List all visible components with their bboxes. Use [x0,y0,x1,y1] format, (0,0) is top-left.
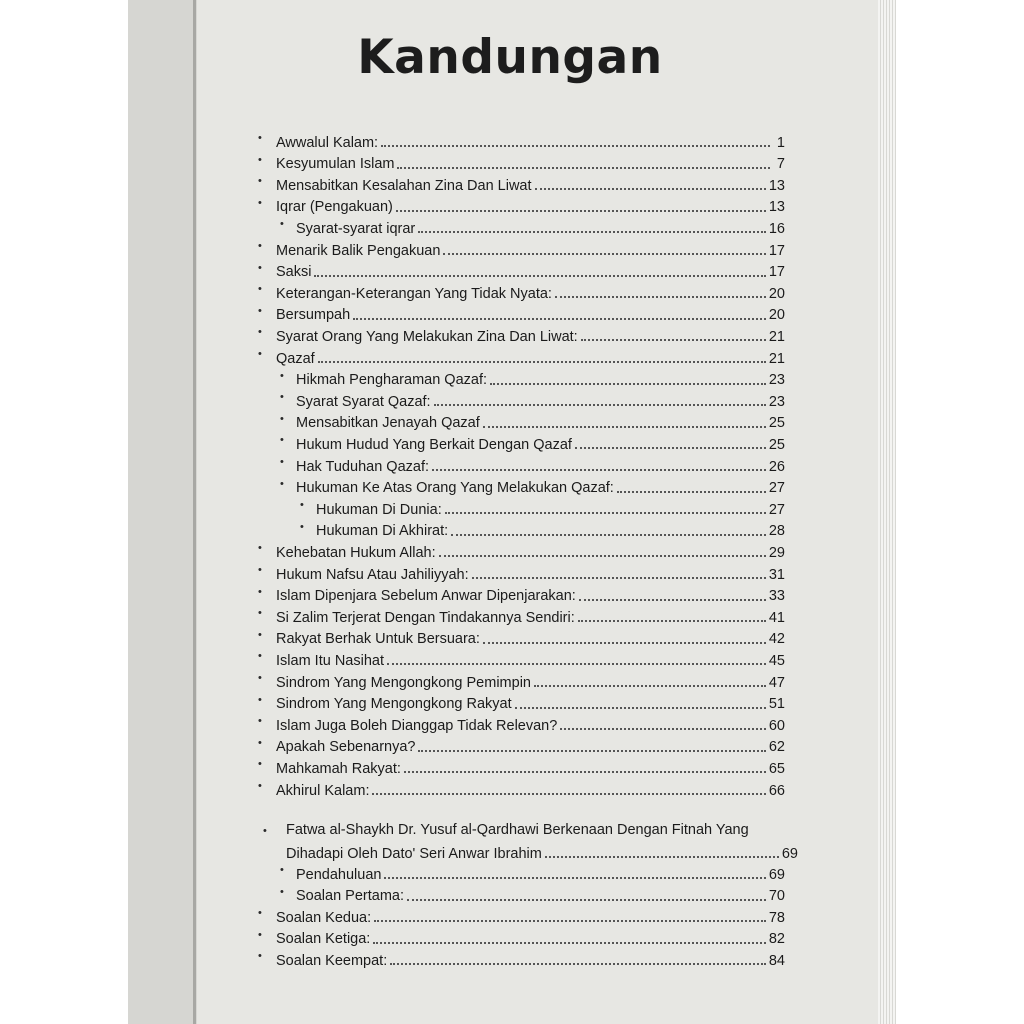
leader-dots [555,286,766,298]
leader-dots [373,932,766,944]
leader-dots [372,783,765,795]
toc-entry [276,690,785,712]
toc-entry [276,646,785,668]
toc-page-number: 20 [768,285,785,302]
toc-bullet: • [280,412,284,425]
leader-dots [578,610,766,622]
fatwa-line2-row [286,839,798,861]
leader-dots [545,846,779,858]
toc-entry-title: Hukum Nafsu Atau Jahiliyyah: [276,566,469,583]
toc-entry-title: Mahkamah Rakyat: [276,760,401,777]
toc-bullet: • [258,780,262,792]
toc-entry [276,754,785,776]
toc-page-number: 33 [768,588,785,605]
toc-entry-title: Kehebatan Hukum Allah: [276,544,436,561]
toc-page-number: 26 [768,458,785,475]
leader-dots [472,567,766,579]
toc-page-number: 13 [768,199,785,216]
toc-entry-title: Sindrom Yang Mengongkong Pemimpin [276,674,531,691]
toc-page-number: 82 [768,931,785,947]
toc-bullet: • [258,348,262,360]
toc-entry-title: Hukum Hudud Yang Berkait Dengan Qazaf [296,436,572,453]
leader-dots [404,761,766,773]
toc-entry [276,733,785,755]
toc-entry-title: Hukuman Di Dunia: [316,501,442,518]
toc-entry [296,214,785,236]
toc-bullet: • [300,499,304,512]
toc-page-number: 69 [768,866,785,883]
toc-entry-title: Islam Juga Boleh Dianggap Tidak Relevan? [276,717,558,734]
toc-page-number: 7 [776,156,785,173]
toc-entry-title: Iqrar (Pengakuan) [276,199,393,216]
toc-page-number: 13 [768,177,785,194]
toc-page-number: 21 [768,350,785,367]
toc-bullet: • [258,564,262,576]
toc-bullet: • [280,369,284,382]
toc-entry [276,538,785,560]
toc-page-number: 84 [768,952,785,969]
bullet-fatwa: • [263,825,267,837]
toc-page-number: 60 [768,717,785,734]
leader-dots [443,243,765,255]
toc-entry [296,474,785,496]
leader-dots [434,394,766,406]
leader-dots [318,351,766,363]
toc-page-number: 31 [768,566,785,583]
toc-bullet: • [258,261,262,274]
toc-page-number: 41 [768,609,785,626]
toc-bullet: • [258,672,262,684]
toc-entry [276,322,785,344]
toc-entry [316,517,785,539]
toc-bullet: • [280,391,284,404]
toc-entry-title: Qazaf [276,350,315,367]
toc-bullet: • [280,218,284,231]
leader-dots [515,697,766,709]
fatwa-page-number: 69 [781,845,798,862]
toc-entry [276,711,785,733]
toc-entry [276,171,785,193]
toc-page-number: 62 [768,739,785,756]
toc-entry-title: Keterangan-Keterangan Yang Tidak Nyata: [276,285,552,302]
toc-page-number: 23 [768,372,785,389]
toc-entry [276,128,785,150]
leader-dots [445,502,766,514]
leader-dots [384,867,765,879]
toc-entry-title: Syarat Syarat Qazaf: [296,393,431,410]
toc-entry [276,560,785,582]
toc-bullet: • [258,175,262,188]
toc-entry [276,925,785,947]
leader-dots [314,265,765,277]
toc-entry-title: Mensabitkan Jenayah Qazaf [296,415,480,432]
toc-entry-title: Hak Tuduhan Qazaf: [296,458,429,475]
toc-entry-title: Bersumpah [276,307,351,324]
toc-entry-title: Si Zalim Terjerat Dengan Tindakannya Sendiri: [276,609,575,626]
toc-bullet: • [258,585,262,598]
toc-entry [276,193,785,215]
toc-bullet: • [280,477,284,490]
toc-entry [276,301,785,323]
leader-dots [396,200,766,212]
toc-page-number: 51 [768,696,785,713]
leader-dots [581,329,766,341]
leader-dots [579,589,766,601]
toc-bullet: • [258,650,262,663]
toc-bullet: • [258,950,262,962]
toc-bullet: • [280,456,284,468]
toc-page-number: 42 [768,631,785,648]
toc-page-number: 27 [768,501,785,518]
toc-page-number: 20 [768,307,785,324]
toc-entry [296,430,785,452]
toc-entry [296,882,785,904]
toc-page-number: 25 [768,415,785,432]
toc-bullet: • [258,326,262,339]
toc-page-number: 1 [776,134,785,151]
leader-dots [381,135,770,147]
toc-page-number: 65 [768,760,785,777]
toc-entry [316,495,785,517]
fatwa-line2: Dihadapi Oleh Dato' Seri Anwar Ibrahim [286,845,542,862]
toc-page-number: 78 [768,909,785,926]
toc-entry-title: Hikmah Pengharaman Qazaf: [296,372,488,389]
leader-dots [432,459,766,471]
leader-dots [535,178,766,190]
toc-entry [296,452,785,474]
toc-page-number: 21 [768,328,785,345]
toc-bullet: • [280,885,284,898]
toc-bullet: • [258,542,262,555]
toc-entry-title: Hukuman Di Akhirat: [316,523,449,540]
toc-entry-title: Soalan Pertama: [296,888,405,904]
toc-bullet: • [258,715,262,728]
toc-page-number: 29 [768,544,785,561]
toc-bullet: • [258,304,262,317]
leader-dots [617,481,766,493]
toc-entry [296,387,785,409]
toc-entry [276,903,785,925]
leader-dots [483,632,766,644]
toc-entry [276,344,785,366]
toc-entry [276,776,785,798]
toc-entry-title: Syarat Orang Yang Melakukan Zina Dan Liwat: [276,328,578,345]
leader-dots [390,953,766,965]
toc-entry-title: Menarik Balik Pengakuan [276,242,441,259]
toc-page-number: 28 [768,523,785,540]
toc-entry-title: Syarat-syarat iqrar [296,220,416,237]
toc-entry [296,366,785,388]
toc-entry [276,150,785,172]
toc-entry-title: Akhirul Kalam: [276,782,370,799]
toc-page-number: 25 [768,436,785,453]
leader-dots [418,740,765,752]
toc-entry-title: Awwalul Kalam: [276,134,379,151]
toc-bullet: • [258,907,262,919]
toc-entry [276,668,785,690]
leader-dots [575,437,766,449]
toc-page-number: 17 [768,242,785,259]
toc-bullet: • [258,196,262,209]
leader-dots [451,524,766,536]
toc-page-number: 66 [768,782,785,799]
leader-dots [534,675,766,687]
toc-bullet: • [258,736,262,749]
toc-entry-title: Rakyat Berhak Untuk Bersuara: [276,631,480,648]
toc-bullet: • [258,132,262,144]
leader-dots [387,653,766,665]
toc-bullet: • [258,693,262,706]
toc-entry [276,258,785,280]
fatwa-line1: Fatwa al-Shaykh Dr. Yusuf al-Qardhawi Berkenaan Dengan Fitnah Yang [286,822,749,838]
toc-bullet: • [258,928,262,941]
toc-entry [276,603,785,625]
toc-entry-title: Mensabitkan Kesalahan Zina Dan Liwat [276,177,532,194]
toc-entry [276,279,785,301]
leader-dots [353,308,766,320]
toc-entry-title: Apakah Sebenarnya? [276,739,416,756]
toc-entry-title: Hukuman Ke Atas Orang Yang Melakukan Qazaf: [296,480,614,497]
page-title: Kandungan [357,30,663,85]
toc-bullet: • [280,434,284,447]
toc-entry-title: Kesyumulan Islam [276,156,395,173]
toc-bullet: • [258,153,262,166]
leader-dots [407,889,766,901]
toc-entry [276,582,785,604]
toc-entry-title: Pendahuluan [296,866,382,883]
toc-entry [296,409,785,431]
toc-entry-title: Soalan Kedua: [276,909,372,926]
leader-dots [418,221,766,233]
toc-entry [276,236,785,258]
toc-bullet: • [258,758,262,771]
toc-bullet: • [258,240,262,252]
toc-bullet: • [258,607,262,620]
leader-dots [439,545,766,557]
toc-bullet: • [258,628,262,641]
leader-dots [397,157,770,169]
toc-entry-title: Islam Itu Nasihat [276,652,384,669]
toc-entry [296,860,785,882]
toc-entry-title: Sindrom Yang Mengongkong Rakyat [276,696,512,713]
toc-entry-title: Soalan Keempat: [276,952,388,969]
leader-dots [483,416,766,428]
leader-dots [490,373,766,385]
toc-entry [276,946,785,968]
toc-bullet: • [280,864,284,876]
toc-entry-title: Islam Dipenjara Sebelum Anwar Dipenjarakan: [276,588,576,605]
toc-entry-title: Soalan Ketiga: [276,931,371,947]
toc-bullet: • [300,520,304,533]
toc-entry [276,625,785,647]
toc-page-number: 47 [768,674,785,691]
toc-entry-title: Saksi [276,264,312,281]
toc-page-number: 27 [768,480,785,497]
leader-dots [560,718,766,730]
toc-page-number: 45 [768,652,785,669]
toc-page-number: 23 [768,393,785,410]
leader-dots [374,910,766,922]
toc-page-number: 70 [768,888,785,904]
toc-bullet: • [258,283,262,296]
toc-page-number: 16 [768,220,785,237]
toc-page-number: 17 [768,264,785,281]
